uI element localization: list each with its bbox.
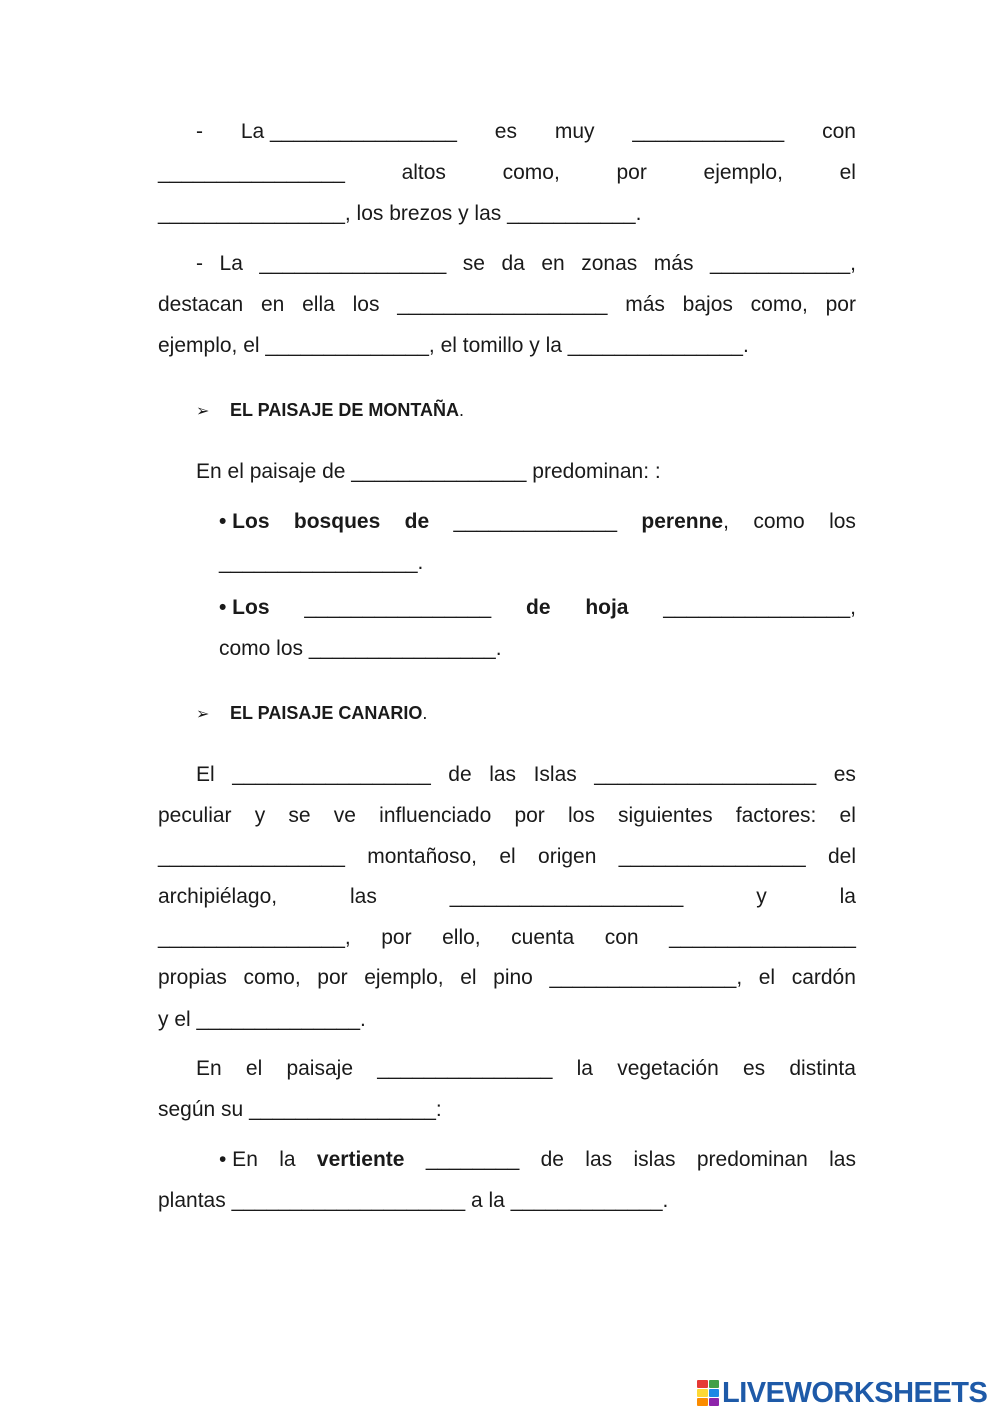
canario-p1-line-7: y el ______________.: [158, 1008, 366, 1031]
word: las: [585, 1148, 613, 1171]
word: destacan: [158, 293, 244, 316]
bosque-line-1: [196, 117, 856, 147]
word: el: [839, 804, 856, 827]
bosque-line-6: ejemplo, el ______________, el tomillo y la _______________.: [158, 334, 749, 357]
word: peculiar: [158, 804, 232, 827]
word: ________________: [304, 596, 492, 619]
word: • En: [219, 1148, 258, 1171]
montana-item-2-line-2: como los ________________.: [219, 637, 502, 660]
word: es: [494, 120, 517, 143]
word: -: [196, 252, 203, 275]
word: de: [404, 510, 430, 533]
word: del: [827, 845, 856, 868]
liveworksheets-logo: [697, 1376, 987, 1410]
logo-square: [709, 1398, 720, 1406]
word: el: [758, 966, 776, 989]
word: pino: [493, 966, 533, 989]
word: da: [501, 252, 525, 275]
canario-p1-line-3: [158, 842, 856, 872]
word: ______________: [453, 510, 618, 533]
word: la: [488, 1189, 511, 1212]
word: más: [625, 293, 665, 316]
canario-p2-line-1: [196, 1054, 856, 1084]
canario-item-line-1: [219, 1145, 856, 1175]
word: de: [526, 596, 551, 619]
word: _____________.: [510, 1189, 669, 1212]
word: el: [245, 1057, 263, 1080]
word: en: [541, 252, 565, 275]
word: siguientes: [618, 804, 713, 827]
word: ella: [302, 293, 335, 316]
canario-p1-line-4: [158, 882, 856, 912]
bosque-line-2: [158, 158, 856, 188]
word: ____________________: [449, 885, 684, 908]
canario-heading: [196, 701, 427, 725]
logo-square: [697, 1398, 708, 1406]
word: montañoso,: [367, 845, 477, 868]
canario-item-line-2: [158, 1186, 856, 1216]
word: ________________,: [158, 926, 351, 949]
word: ________________: [259, 252, 447, 275]
word: _______________: [377, 1057, 553, 1080]
bosque-line-4: [196, 249, 856, 279]
word: origen: [538, 845, 597, 868]
word: Islas: [533, 763, 577, 786]
montana-item-1-line-2: _________________.: [219, 551, 424, 574]
word: en: [261, 293, 285, 316]
word: de: [540, 1148, 564, 1171]
word: el: [460, 966, 477, 989]
word: las: [489, 763, 517, 786]
canario-p1-line-5: [158, 923, 856, 953]
montana-heading-title: EL PAISAJE DE MONTAÑA: [230, 400, 460, 420]
logo-square: [709, 1389, 720, 1397]
word: cuenta: [511, 926, 575, 949]
word: por: [616, 161, 647, 184]
word: con: [822, 120, 856, 143]
montana-heading: [196, 398, 464, 422]
arrow-bullet-icon: ➢: [196, 706, 210, 723]
word: vertiente: [316, 1148, 405, 1171]
word: El: [196, 763, 215, 786]
word: archipiélago,: [158, 885, 278, 908]
word: bajos: [682, 293, 733, 316]
word: con: [604, 926, 639, 949]
logo-square: [709, 1380, 720, 1388]
word: propias: [158, 966, 227, 989]
word: -: [196, 120, 203, 143]
word: • Los: [219, 596, 270, 619]
arrow-bullet-icon: ➢: [196, 403, 210, 420]
word: la: [839, 885, 856, 908]
word: hoja: [585, 596, 629, 619]
montana-heading-tail: .: [459, 400, 465, 420]
word: se: [288, 804, 311, 827]
word: La: [219, 252, 243, 275]
word: es: [742, 1057, 766, 1080]
word: factores:: [735, 804, 817, 827]
word: los: [568, 804, 595, 827]
word: altos: [401, 161, 446, 184]
word: predominan: [696, 1148, 808, 1171]
word: vegetación: [617, 1057, 719, 1080]
word: ____________________: [231, 1189, 471, 1212]
word: ello,: [442, 926, 481, 949]
word: como,: [750, 293, 808, 316]
word: el: [499, 845, 516, 868]
word: la: [279, 1148, 296, 1171]
word: • Los: [219, 510, 270, 533]
montana-item-2-line-1: [219, 593, 856, 623]
word: _________________: [232, 763, 431, 786]
word: bosques: [293, 510, 381, 533]
word: muy: [554, 120, 595, 143]
bosque-line-3: ________________, los brezos y las ___________.: [158, 202, 642, 225]
word: _____________: [632, 120, 785, 143]
logo-square: [697, 1389, 708, 1397]
word: influenciado: [379, 804, 492, 827]
word: por: [514, 804, 545, 827]
montana-intro: En el paisaje de _______________ predominan: :: [196, 460, 661, 483]
word: se: [462, 252, 485, 275]
word: plantas: [158, 1189, 232, 1212]
word: ve: [333, 804, 356, 827]
word: ________________: [669, 926, 856, 949]
canario-p2-line-2: según su ________________:: [158, 1098, 442, 1121]
word: y: [254, 804, 266, 827]
word: como,: [243, 966, 301, 989]
montana-item-1-line-1: [219, 507, 856, 537]
word: y: [756, 885, 767, 908]
word: ________________: [158, 845, 345, 868]
word: cardón: [791, 966, 856, 989]
logo-square: [697, 1380, 708, 1388]
word: más: [653, 252, 694, 275]
canario-heading-tail: .: [422, 703, 428, 723]
word: ________________: [158, 161, 345, 184]
word: En: [196, 1057, 222, 1080]
word: paisaje: [286, 1057, 354, 1080]
canario-heading-title: EL PAISAJE CANARIO: [230, 703, 423, 723]
word: islas: [633, 1148, 676, 1171]
canario-p1-line-2: [158, 801, 856, 831]
word: las: [349, 885, 377, 908]
word: a: [470, 1189, 489, 1212]
word: de: [448, 763, 472, 786]
word: es: [833, 763, 856, 786]
word: como,: [502, 161, 560, 184]
word: ____________,: [710, 252, 856, 275]
word: __________________: [397, 293, 608, 316]
word: La ________________: [240, 120, 457, 143]
word: ___________________: [594, 763, 817, 786]
brand-name: LIVEWORKSHEETS: [722, 1376, 988, 1409]
logo-mark-icon: [697, 1380, 719, 1406]
canario-p1-line-1: [196, 760, 856, 790]
word: por: [825, 293, 856, 316]
word: ________________,: [549, 966, 743, 989]
word: los: [352, 293, 380, 316]
word: perenne,: [641, 510, 729, 533]
word: por: [317, 966, 348, 989]
word: la: [576, 1057, 593, 1080]
word: como: [753, 510, 805, 533]
canario-p1-line-6: [158, 963, 856, 993]
word: zonas: [581, 252, 638, 275]
bosque-line-5: [158, 290, 856, 320]
word: ________________,: [663, 596, 856, 619]
word: ________: [425, 1148, 520, 1171]
word: por: [381, 926, 412, 949]
word: ________________: [618, 845, 806, 868]
word: el: [839, 161, 856, 184]
word: los: [829, 510, 856, 533]
word: ejemplo,: [364, 966, 444, 989]
word: ejemplo,: [703, 161, 783, 184]
word: distinta: [789, 1057, 856, 1080]
word: las: [829, 1148, 856, 1171]
